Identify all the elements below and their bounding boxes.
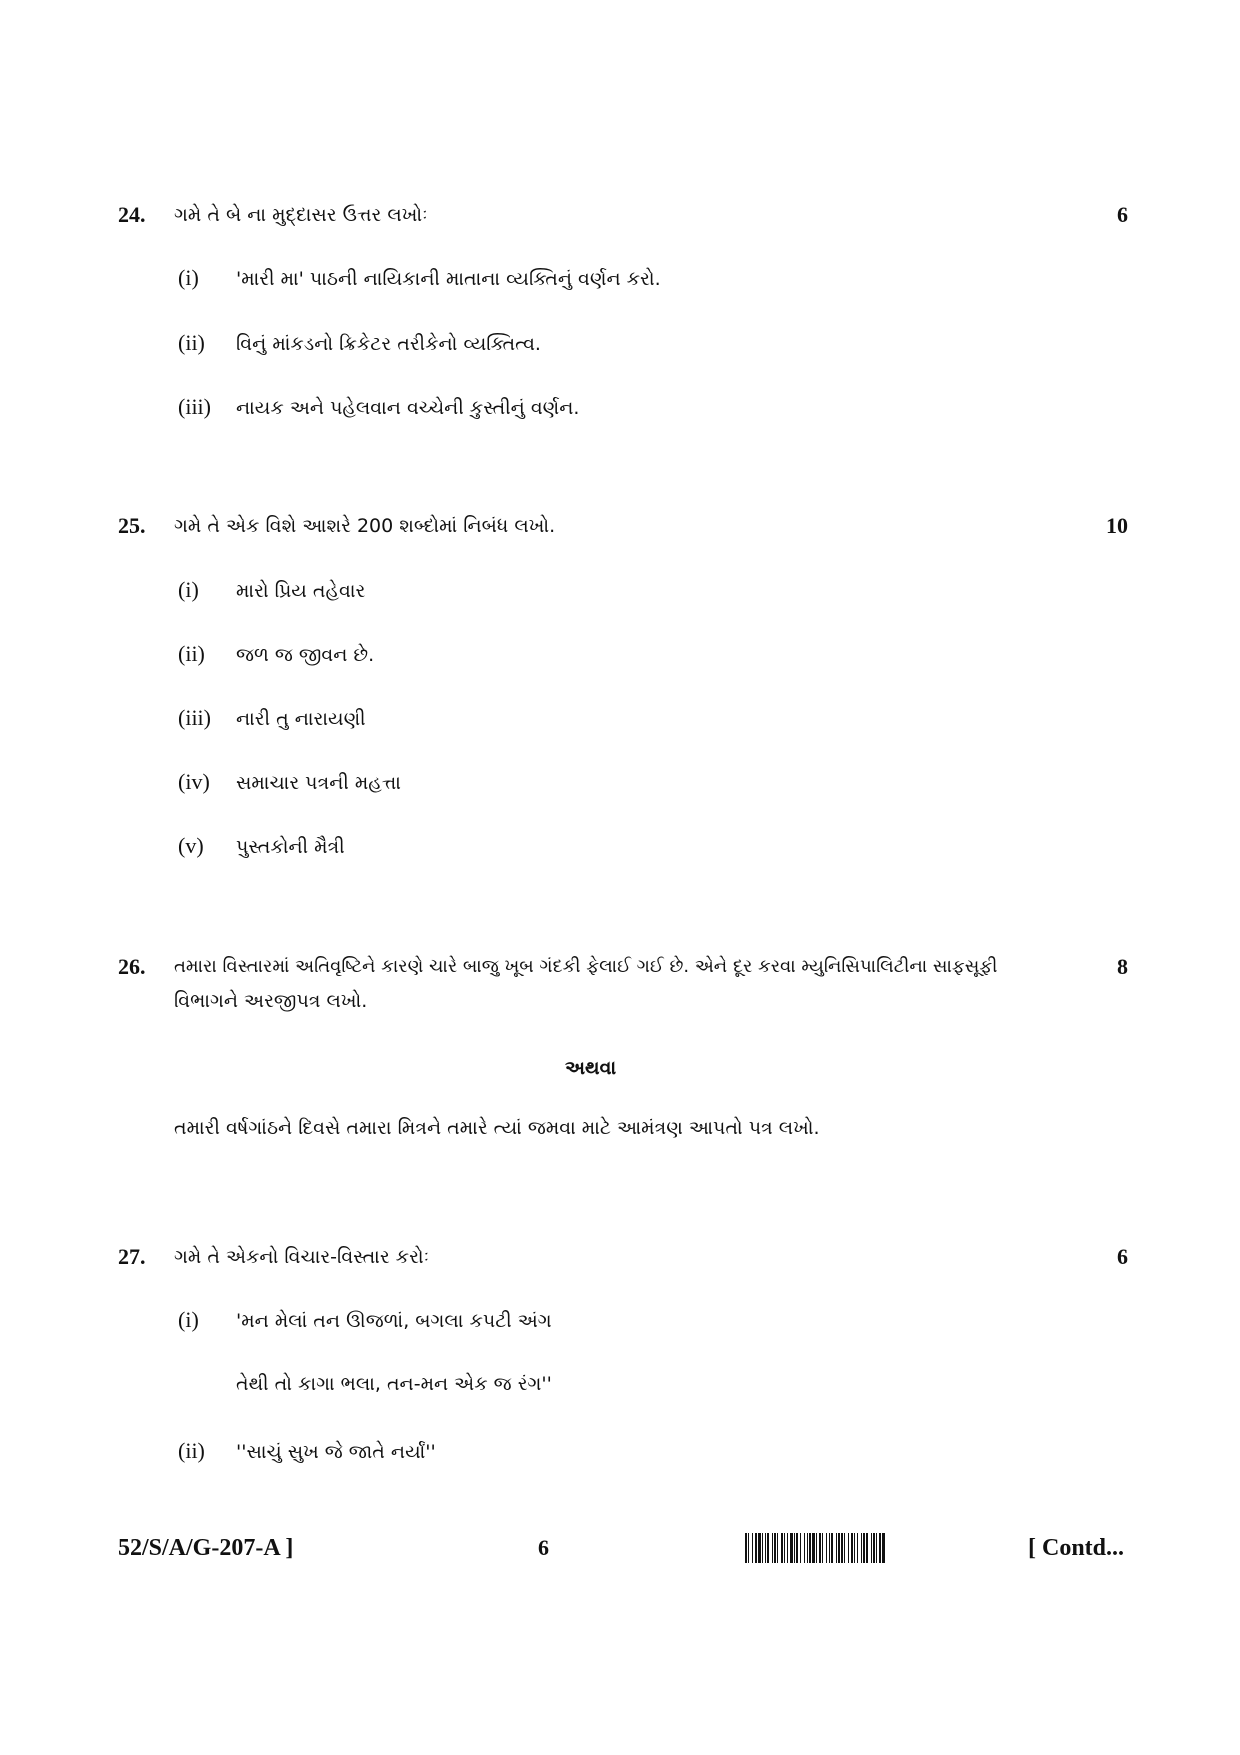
or-label: અથવા: [565, 1057, 617, 1079]
question-24: [118, 198, 1128, 232]
q24-option-i: [178, 265, 661, 291]
option-roman: (iii): [178, 705, 211, 730]
paper-code: 52/S/A/G-207-A ]: [118, 1535, 294, 1561]
question-number: 27.: [118, 1244, 146, 1269]
question-marks: 6: [1117, 1244, 1128, 1269]
question-marks: 8: [1117, 954, 1128, 979]
q25-option-iii: [178, 705, 366, 731]
option-roman: (ii): [178, 1438, 205, 1463]
question-text: ગમે તે એક વિશે આશરે 200 શબ્દોમાં નિબંધ લખો.: [174, 515, 556, 537]
option-roman: (i): [178, 1307, 199, 1332]
option-roman: (v): [178, 833, 204, 858]
option-text: 'મારી મા' પાઠની નાયિકાની માતાના વ્યક્તિનું વર્ણન કરો.: [236, 268, 661, 290]
question-number: 24.: [118, 202, 146, 227]
option-roman: (i): [178, 577, 199, 602]
option-text: જળ જ જીવન છે.: [236, 644, 375, 666]
q24-option-iii: [178, 394, 579, 420]
option-roman: (ii): [178, 330, 205, 355]
question-number: 25.: [118, 513, 146, 538]
q25-option-v: [178, 833, 345, 859]
barcode-stripe: [885, 1533, 886, 1563]
question-marks: 10: [1106, 513, 1128, 538]
barcode: [745, 1533, 1020, 1563]
option-text: ''સાચું સુખ જે જાતે નર્યાં'': [236, 1441, 436, 1463]
option-text: વિનું માંકડનો ક્રિકેટર તરીકેનો વ્યક્તિત્વ.: [236, 333, 541, 355]
q25-option-iv: [178, 769, 401, 795]
option-text-continued: તેથી તો કાગા ભલા, તન-મન એક જ રંગ'': [236, 1373, 552, 1395]
option-text: 'મન મેલાં તન ઊજળાં, બગલા કપટી અંગ: [236, 1310, 552, 1332]
question-27: [118, 1240, 1128, 1274]
option-roman: (i): [178, 265, 199, 290]
question-26: [118, 950, 1128, 1018]
option-text: પુસ્તકોની મૈત્રી: [236, 836, 345, 858]
question-text: ગમે તે એકનો વિચાર-વિસ્તાર કરોઃ: [174, 1246, 430, 1268]
alternative-question: તમારી વર્ષગાંઠને દિવસે તમારા મિત્રને તમારે ત્યાં જમવા માટે આમંત્રણ આપતો પત્ર લખો.: [174, 1117, 820, 1139]
option-text: નાયક અને પહેલવાન વચ્ચેની કુસ્તીનું વર્ણન.: [236, 397, 580, 419]
q25-option-ii: [178, 641, 374, 667]
page-number: 6: [538, 1535, 549, 1560]
option-roman: (ii): [178, 641, 205, 666]
question-text-line-1: તમારા વિસ્તારમાં અતિવૃષ્ટિને કારણે ચારે બાજુ ખૂબ ગંદકી ફેલાઈ ગઈ છે. એને દૂર કરવા મ્યુનિસિપાલિટીના સાફસૂફી: [174, 956, 998, 977]
question-marks: 6: [1117, 202, 1128, 227]
q27-option-ii: [178, 1438, 436, 1464]
q25-option-i: [178, 577, 365, 603]
contd-label: [ Contd...: [1028, 1535, 1125, 1561]
question-number: 26.: [118, 954, 146, 979]
question-text: [174, 950, 1088, 1018]
option-roman: (iii): [178, 394, 211, 419]
q27-option-i: [178, 1307, 552, 1333]
option-roman: (iv): [178, 769, 210, 794]
question-text: ગમે તે બે ના મુદ્દાસર ઉત્તર લખોઃ: [174, 204, 428, 226]
question-text-line-2: વિભાગને અરજીપત્ર લખો.: [174, 990, 368, 1012]
option-text: મારો પ્રિય તહેવાર: [236, 580, 366, 602]
question-25: [118, 509, 1128, 543]
q24-option-ii: [178, 330, 541, 356]
option-text: નારી તુ નારાયણી: [236, 708, 366, 730]
option-text: સમાચાર પત્રની મહત્તા: [236, 772, 401, 794]
q27-option-i-line-2: [236, 1373, 552, 1395]
